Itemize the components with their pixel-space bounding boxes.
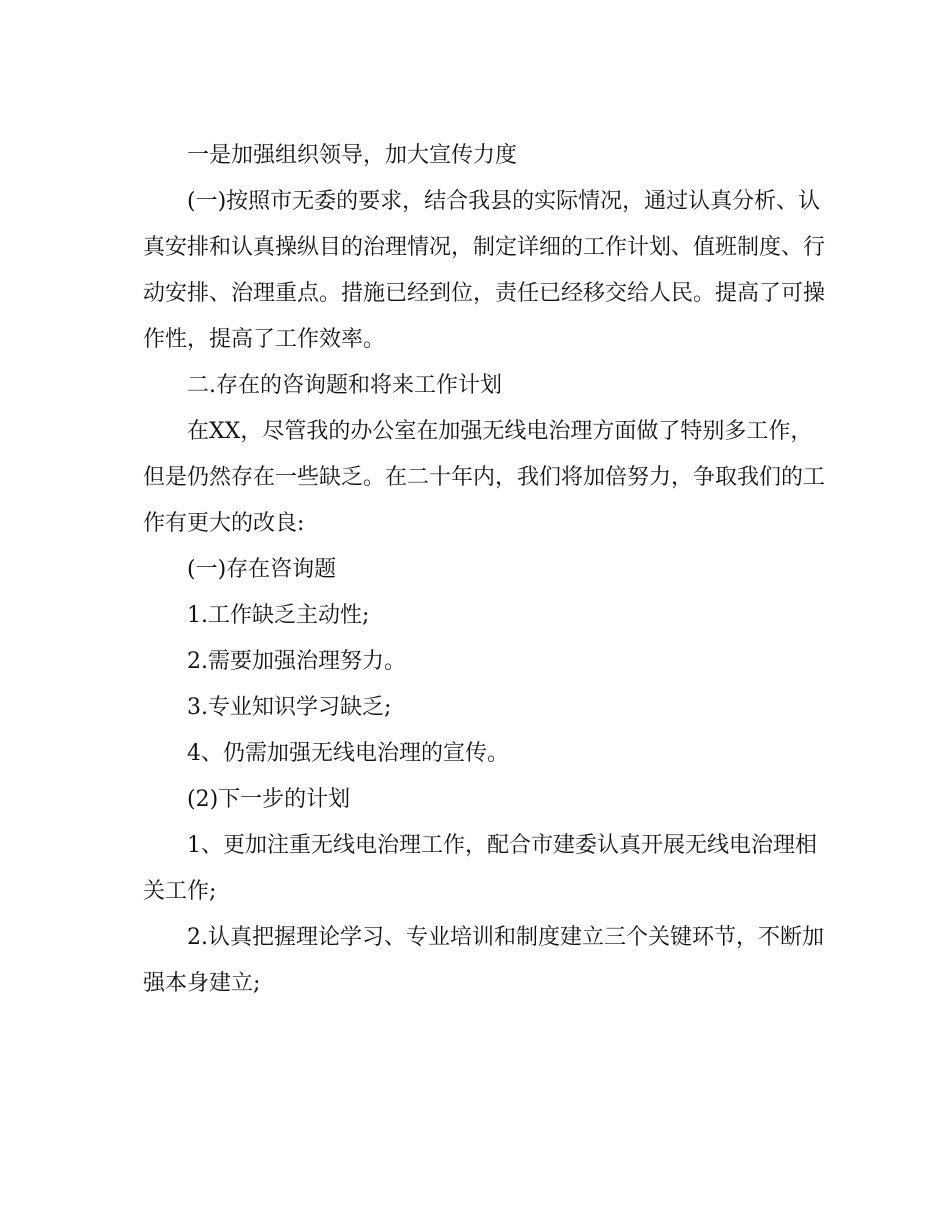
paragraph-body-2: 在XX，尽管我的办公室在加强无线电治理方面做了特别多工作，但是仍然存在一些缺乏。在二十年内，我们将加倍努力，争取我们的工作有更大的改良: xyxy=(143,419,826,536)
paragraph-body-1: (一)按照市无委的要求，结合我县的实际情况，通过认真分析、认真安排和认真操纵目的治理情况，制定详细的工作计划、值班制度、行动安排、治理重点。措施已经到位，责任已经移交给人民。提高了可操作性，提高了工作效率。 xyxy=(143,189,826,352)
paragraph-heading-2: 二.存在的咨询题和将来工作计划 xyxy=(187,373,502,398)
list-item-problem-3: 3.专业知识学习缺乏; xyxy=(187,695,392,720)
list-item-problem-4: 4、仍需加强无线电治理的宣传。 xyxy=(187,741,509,766)
list-item-problem-2: 2.需要加强治理努力。 xyxy=(187,649,406,674)
document-body xyxy=(143,133,833,1007)
paragraph-subheading-problems: (一)存在咨询题 xyxy=(187,557,337,582)
list-item-plan-2: 2.认真把握理论学习、专业培训和制度建立三个关键环节，不断加强本身建立; xyxy=(143,925,824,996)
paragraph-heading-1: 一是加强组织领导，加大宣传力度 xyxy=(187,143,518,168)
paragraph-subheading-plan: (2)下一步的计划 xyxy=(187,787,351,812)
list-item-problem-1: 1.工作缺乏主动性; xyxy=(187,603,370,628)
list-item-plan-1: 1、更加注重无线电治理工作，配合市建委认真开展无线电治理相关工作; xyxy=(143,833,817,904)
